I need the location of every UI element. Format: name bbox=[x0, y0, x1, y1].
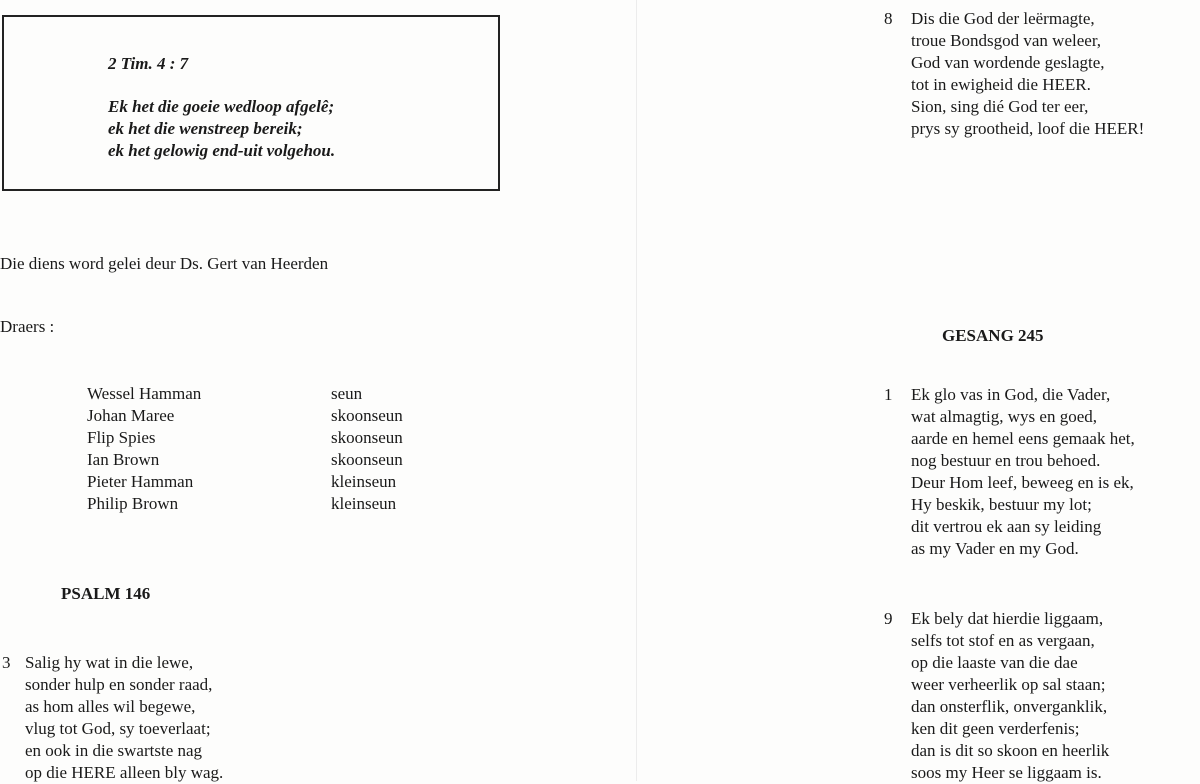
verse-line: prys sy grootheid, loof die HEER! bbox=[911, 119, 1145, 138]
psalm-verse-8-number: 8 bbox=[884, 9, 893, 28]
bearer-name: Johan Maree bbox=[87, 406, 175, 425]
psalm-verse-8-lines bbox=[911, 8, 1144, 140]
bearer-name: Wessel Hamman bbox=[87, 384, 202, 403]
verse-line: op die HERE alleen bly wag. bbox=[25, 763, 224, 782]
gesang-verse-9-lines bbox=[911, 608, 1109, 784]
verse-line: nog bestuur en trou behoed. bbox=[911, 451, 1101, 470]
psalm-title: PSALM 146 bbox=[61, 584, 151, 603]
gesang-verse-9-number: 9 bbox=[884, 609, 893, 628]
verse-line: Dis die God der leërmagte, bbox=[911, 9, 1095, 28]
verse-line: wat almagtig, wys en goed, bbox=[911, 407, 1098, 426]
verse-line: Salig hy wat in die lewe, bbox=[25, 653, 194, 672]
gesang-verse-1-lines bbox=[911, 384, 1135, 560]
bearer-name: Ian Brown bbox=[87, 450, 160, 469]
verse-line: en ook in die swartste nag bbox=[25, 741, 203, 760]
bearer-relation: kleinseun bbox=[331, 472, 397, 491]
bearer-name: Pieter Hamman bbox=[87, 472, 194, 491]
bearer-name: Philip Brown bbox=[87, 494, 179, 513]
page-fold bbox=[636, 0, 637, 781]
psalm-verse-number: 3 bbox=[2, 653, 11, 672]
verse-line: dan onsterflik, onverganklik, bbox=[911, 697, 1108, 716]
verse-line: aarde en hemel eens gemaak het, bbox=[911, 429, 1135, 448]
psalm-verse-lines bbox=[25, 652, 223, 784]
bearers-names-list bbox=[87, 383, 201, 515]
bearer-relation: skoonseun bbox=[331, 450, 403, 469]
verse-line: ken dit geen verderfenis; bbox=[911, 719, 1080, 738]
verse-line: weer verheerlik op sal staan; bbox=[911, 675, 1106, 694]
quote-line-3: ek het gelowig end-uit volgehou. bbox=[108, 141, 336, 160]
verse-line: dan is dit so skoon en heerlik bbox=[911, 741, 1110, 760]
verse-line: soos my Heer se liggaam is. bbox=[911, 763, 1102, 782]
quote-reference: 2 Tim. 4 : 7 bbox=[108, 54, 189, 73]
bearer-relation: skoonseun bbox=[331, 406, 403, 425]
verse-line: God van wordende geslagte, bbox=[911, 53, 1105, 72]
quote-line-1: Ek het die goeie wedloop afgelê; bbox=[108, 97, 335, 116]
quote-line-2: ek het die wenstreep bereik; bbox=[108, 119, 303, 138]
service-leader-text: Die diens word gelei deur Ds. Gert van Heerden bbox=[0, 254, 329, 273]
scripture-quote-box bbox=[2, 15, 500, 191]
bearers-relations-list bbox=[331, 383, 403, 515]
verse-line: Ek bely dat hierdie liggaam, bbox=[911, 609, 1104, 628]
gesang-verse-1-number: 1 bbox=[884, 385, 893, 404]
verse-line: as my Vader en my God. bbox=[911, 539, 1079, 558]
verse-line: Deur Hom leef, beweeg en is ek, bbox=[911, 473, 1134, 492]
verse-line: Hy beskik, bestuur my lot; bbox=[911, 495, 1092, 514]
bearer-relation: skoonseun bbox=[331, 428, 403, 447]
verse-line: tot in ewigheid die HEER. bbox=[911, 75, 1091, 94]
verse-line: dit vertrou ek aan sy leiding bbox=[911, 517, 1102, 536]
verse-line: sonder hulp en sonder raad, bbox=[25, 675, 213, 694]
verse-line: as hom alles wil begewe, bbox=[25, 697, 196, 716]
bearer-name: Flip Spies bbox=[87, 428, 156, 447]
verse-line: Ek glo vas in God, die Vader, bbox=[911, 385, 1111, 404]
verse-line: Sion, sing dié God ter eer, bbox=[911, 97, 1089, 116]
bearer-relation: kleinseun bbox=[331, 494, 397, 513]
verse-line: troue Bondsgod van weleer, bbox=[911, 31, 1102, 50]
verse-line: op die laaste van die dae bbox=[911, 653, 1078, 672]
verse-line: selfs tot stof en as vergaan, bbox=[911, 631, 1095, 650]
verse-line: vlug tot God, sy toeverlaat; bbox=[25, 719, 211, 738]
bearers-label: Draers : bbox=[0, 317, 55, 336]
bearer-relation: seun bbox=[331, 384, 363, 403]
gesang-title: GESANG 245 bbox=[942, 326, 1044, 345]
